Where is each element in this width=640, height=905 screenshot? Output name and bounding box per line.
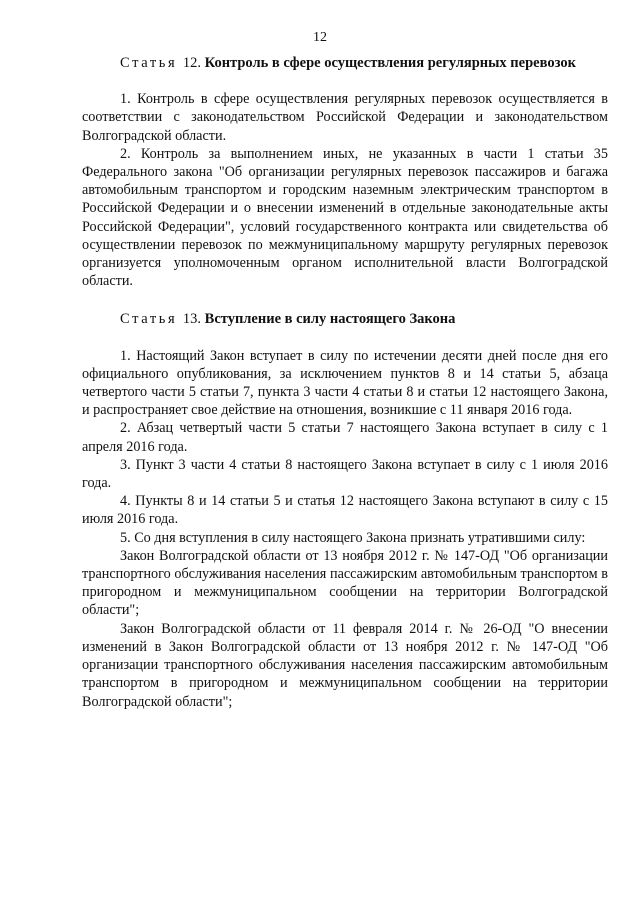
article-12 [82, 54, 608, 290]
article-13-paragraph-5: 5. Со дня вступления в силу настоящего Закона признать утратившими силу: [120, 529, 586, 546]
article-12-paragraph-1: 1. Контроль в сфере осуществления регулярных перевозок осуществляется в соответствии с законодательством Российской Федерации и законодательством Волгоградской области. [82, 91, 608, 144]
article-13 [82, 310, 608, 710]
article-12-title: Контроль в сфере осуществления регулярных перевозок [204, 55, 576, 71]
article-12-label: Статья [120, 55, 178, 71]
article-13-paragraph-2: 2. Абзац четвертый части 5 статьи 7 настоящего Закона вступает в силу с 1 апреля 2016 года. [82, 420, 608, 455]
article-13-heading [82, 310, 608, 328]
article-12-number: 12. [182, 55, 202, 71]
page-number: 12 [313, 30, 327, 45]
article-13-number: 13. [182, 311, 202, 328]
article-12-paragraph-2: 2. Контроль за выполнением иных, не указанных в части 1 статьи 35 Федерального закона "Об организации регулярных перевозок пассажиров и багажа автомобильным транспортом и городским наземным электрическим транспортом в Российской Федерации и о внесении изменений в отдельные законодательные акты Российской Федерации", условий государственного контракта или свидетельства об осуществлении перевозок по межмуниципальному маршруту регулярных перевозок организуется уполномоченным органом исполнительной власти Волгоградской области. [82, 145, 608, 290]
article-13-paragraph-4: 4. Пункты 8 и 14 статьи 5 и статья 12 настоящего Закона вступают в силу с 15 июля 2016 года. [82, 493, 608, 528]
article-13-title: Вступление в силу настоящего Закона [204, 311, 456, 328]
article-12-heading [82, 54, 608, 72]
article-13-paragraph-1: 1. Настоящий Закон вступает в силу по истечении десяти дней после дня его официального опубликования, за исключением пунктов 8 и 14 статьи 5, абзаца четвертого части 5 статьи 7, пункта 3 части 4 статьи 8 и статьи 12 настоящего Закона, и распространяет свое действие на отношения, возникшие с 11 января 2016 года. [82, 347, 608, 419]
article-13-paragraph-3: 3. Пункт 3 части 4 статьи 8 настоящего Закона вступает в силу с 1 июля 2016 года. [82, 456, 608, 492]
article-13-repealed-law-2: Закон Волгоградской области от 11 февраля 2014 г. № 26-ОД "О внесении изменений в Закон Волгоградской области от 13 ноября 2012 г. № 147-ОД "Об организации транспортного обслуживания населения пассажирским автомобильным транспортом в пригородном и межмуниципальном сообщении на территории Волгоградской области"; [82, 620, 608, 710]
article-13-repealed-law-1: Закон Волгоградской области от 13 ноября 2012 г. № 147-ОД "Об организации транспортного обслуживания населения пассажирским автомобильным транспортом в пригородном и межмуниципальном сообщении на территории Волгоградской области"; [82, 547, 608, 619]
article-13-label: Статья [120, 311, 178, 328]
